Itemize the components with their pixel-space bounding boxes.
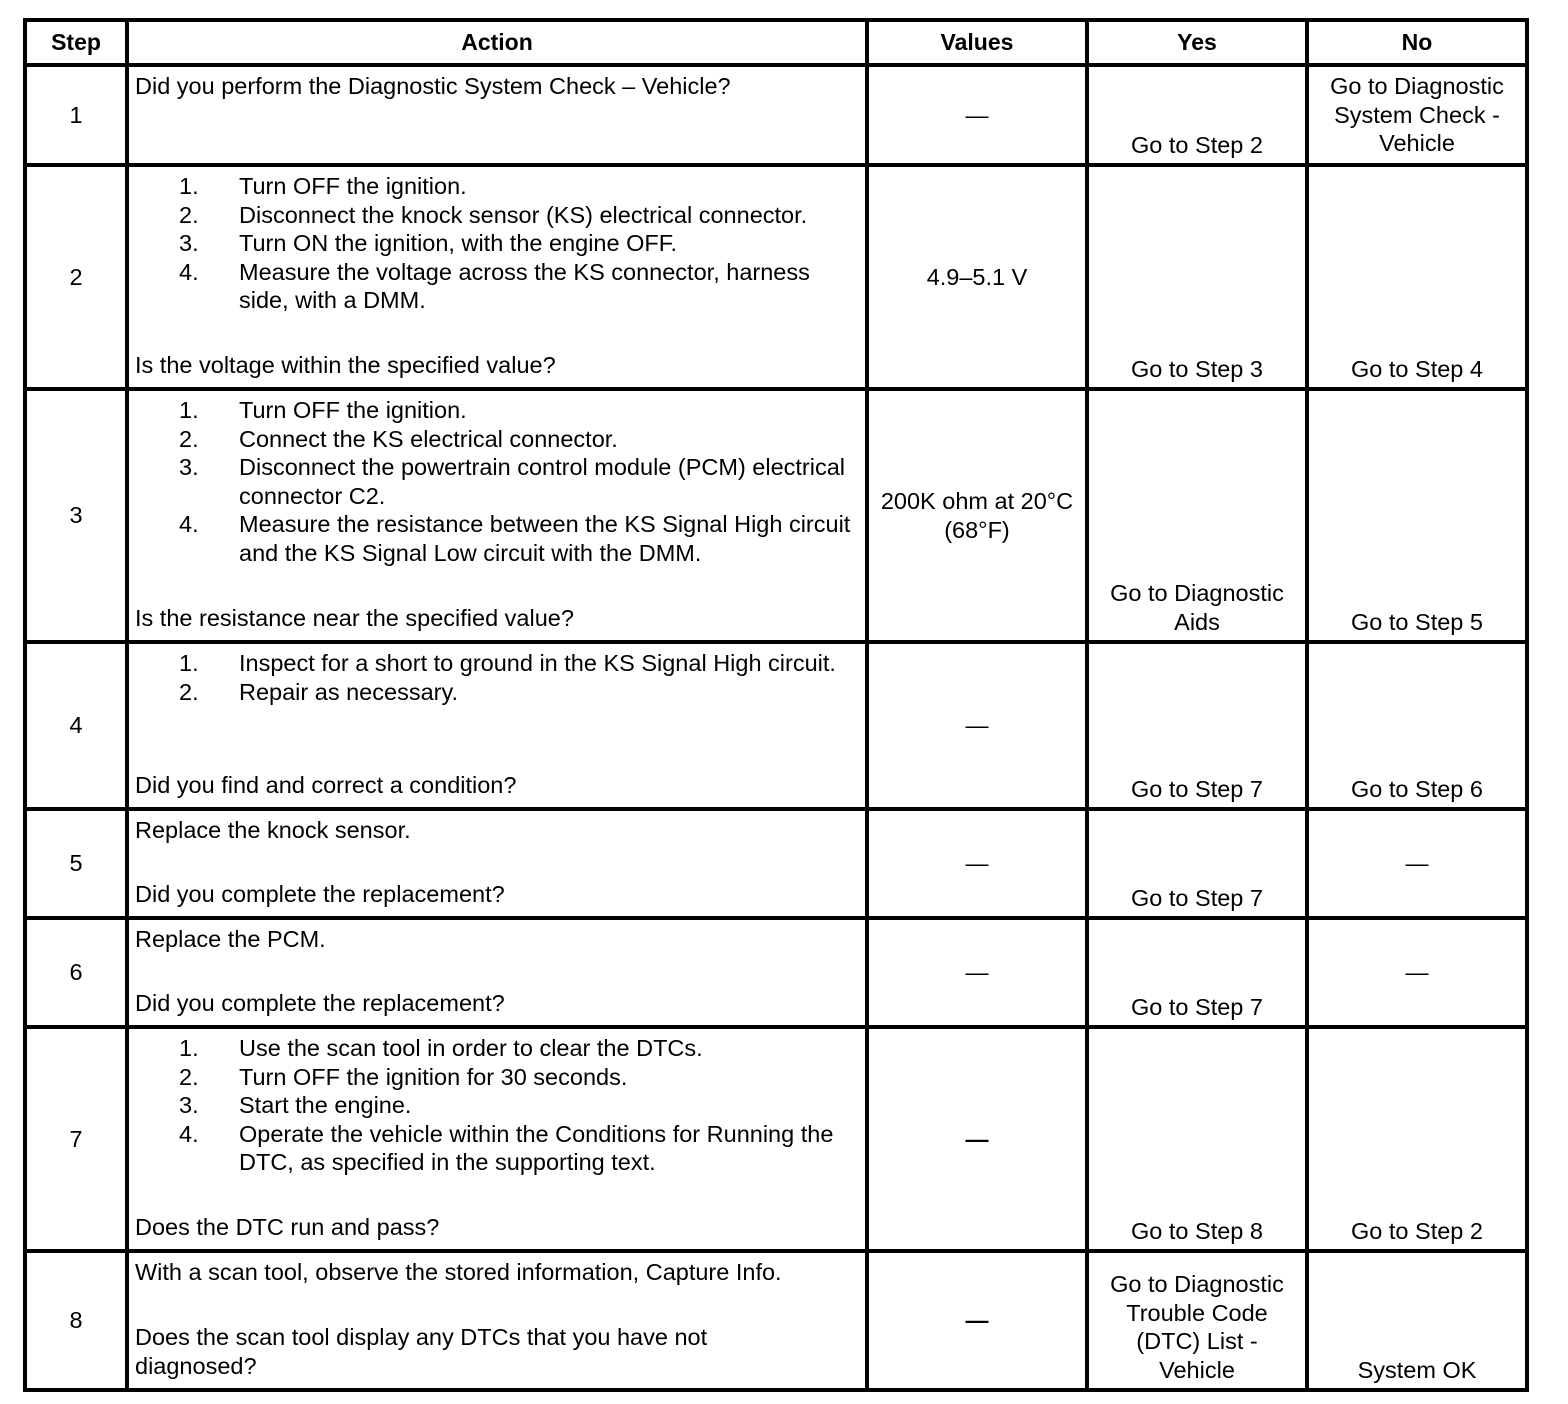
- yes-cell: Go to Diagnostic Aids: [1087, 389, 1307, 642]
- header-no: No: [1307, 20, 1527, 65]
- action-cell: [127, 809, 867, 918]
- action-steps: [135, 396, 859, 567]
- no-cell: Go to Step 4: [1307, 165, 1527, 389]
- no-cell: —: [1307, 918, 1527, 1027]
- list-item: 2. Disconnect the knock sensor (KS) electrical connector.: [179, 201, 808, 228]
- no-cell: Go to Step 2: [1307, 1027, 1527, 1251]
- header-step: Step: [25, 20, 127, 65]
- table-row: [25, 389, 1527, 642]
- action-question: Did you complete the replacement?: [135, 880, 505, 907]
- header-yes: Yes: [1087, 20, 1307, 65]
- action-steps: [135, 649, 859, 706]
- step-number: 3: [25, 389, 127, 642]
- action-cell: [127, 65, 867, 165]
- no-cell: System OK: [1307, 1251, 1527, 1390]
- step-number: 1: [25, 65, 127, 165]
- value-cell: —: [867, 1027, 1087, 1251]
- action-question: Does the DTC run and pass?: [135, 1213, 440, 1240]
- action-instruction: Replace the PCM.: [135, 926, 326, 952]
- diagnostic-table: [23, 18, 1529, 1392]
- step-number: 6: [25, 918, 127, 1027]
- step-number: 5: [25, 809, 127, 918]
- action-question: Is the voltage within the specified value?: [135, 351, 556, 378]
- action-cell: [127, 1027, 867, 1251]
- no-cell: Go to Step 6: [1307, 642, 1527, 809]
- table-row: [25, 1251, 1527, 1390]
- value-cell: —: [867, 918, 1087, 1027]
- yes-cell: Go to Step 7: [1087, 918, 1307, 1027]
- header-row: [25, 20, 1527, 65]
- list-item: 3. Start the engine.: [179, 1092, 412, 1118]
- header-action: Action: [127, 20, 867, 65]
- table-row: [25, 642, 1527, 809]
- value-cell: —: [867, 65, 1087, 165]
- list-item: 4. Measure the voltage across the KS connector, harness side, with a DMM.: [179, 258, 810, 313]
- yes-cell: Go to Step 2: [1087, 65, 1307, 165]
- list-item: 2. Turn OFF the ignition for 30 seconds.: [179, 1063, 628, 1090]
- value-cell: —: [867, 809, 1087, 918]
- list-item: 4. Operate the vehicle within the Conditions for Running the DTC, as specified in the supporting text.: [179, 1120, 834, 1175]
- list-item: 2. Repair as necessary.: [179, 678, 458, 705]
- list-item: 4. Measure the resistance between the KS Signal High circuit and the KS Signal Low circuit with the DMM.: [179, 511, 851, 566]
- action-cell: [127, 1251, 867, 1390]
- yes-cell: Go to Step 7: [1087, 642, 1307, 809]
- yes-cell: Go to Step 3: [1087, 165, 1307, 389]
- table-row: [25, 1027, 1527, 1251]
- list-item: 1. Inspect for a short to ground in the KS Signal High circuit.: [179, 650, 836, 676]
- action-instruction: Replace the knock sensor.: [135, 817, 411, 843]
- yes-cell: Go to Step 8: [1087, 1027, 1307, 1251]
- action-cell: [127, 165, 867, 389]
- action-instruction: Did you perform the Diagnostic System Check – Vehicle?: [135, 73, 731, 99]
- list-item: 3. Disconnect the powertrain control module (PCM) electrical connector C2.: [179, 454, 846, 509]
- action-cell: [127, 642, 867, 809]
- value-cell: 200K ohm at 20°C (68°F): [867, 389, 1087, 642]
- action-steps: [135, 172, 859, 315]
- header-values: Values: [867, 20, 1087, 65]
- yes-cell: Go to Step 7: [1087, 809, 1307, 918]
- action-question: Did you complete the replacement?: [135, 989, 505, 1016]
- value-cell: —: [867, 1251, 1087, 1390]
- action-steps: [135, 1034, 859, 1177]
- table-row: [25, 65, 1527, 165]
- list-item: 3. Turn ON the ignition, with the engine OFF.: [179, 230, 678, 256]
- step-number: 2: [25, 165, 127, 389]
- yes-cell: Go to Diagnostic Trouble Code (DTC) List - Vehicle: [1087, 1251, 1307, 1390]
- action-question: Does the scan tool display any DTCs that you have not diagnosed?: [135, 1324, 708, 1379]
- action-question: Did you find and correct a condition?: [135, 771, 517, 798]
- no-cell: —: [1307, 809, 1527, 918]
- list-item: 1. Use the scan tool in order to clear the DTCs.: [179, 1035, 703, 1061]
- action-question: Is the resistance near the specified value?: [135, 604, 574, 631]
- no-cell: Go to Step 5: [1307, 389, 1527, 642]
- step-number: 4: [25, 642, 127, 809]
- table-row: [25, 165, 1527, 389]
- table-row: [25, 809, 1527, 918]
- list-item: 1. Turn OFF the ignition.: [179, 173, 467, 199]
- step-number: 8: [25, 1251, 127, 1390]
- value-cell: —: [867, 642, 1087, 809]
- table-row: [25, 918, 1527, 1027]
- list-item: 1. Turn OFF the ignition.: [179, 397, 467, 423]
- no-cell: Go to Diagnostic System Check - Vehicle: [1307, 65, 1527, 165]
- action-instruction: With a scan tool, observe the stored information, Capture Info.: [135, 1259, 782, 1285]
- step-number: 7: [25, 1027, 127, 1251]
- action-cell: [127, 918, 867, 1027]
- action-cell: [127, 389, 867, 642]
- value-cell: 4.9–5.1 V: [867, 165, 1087, 389]
- list-item: 2. Connect the KS electrical connector.: [179, 425, 618, 452]
